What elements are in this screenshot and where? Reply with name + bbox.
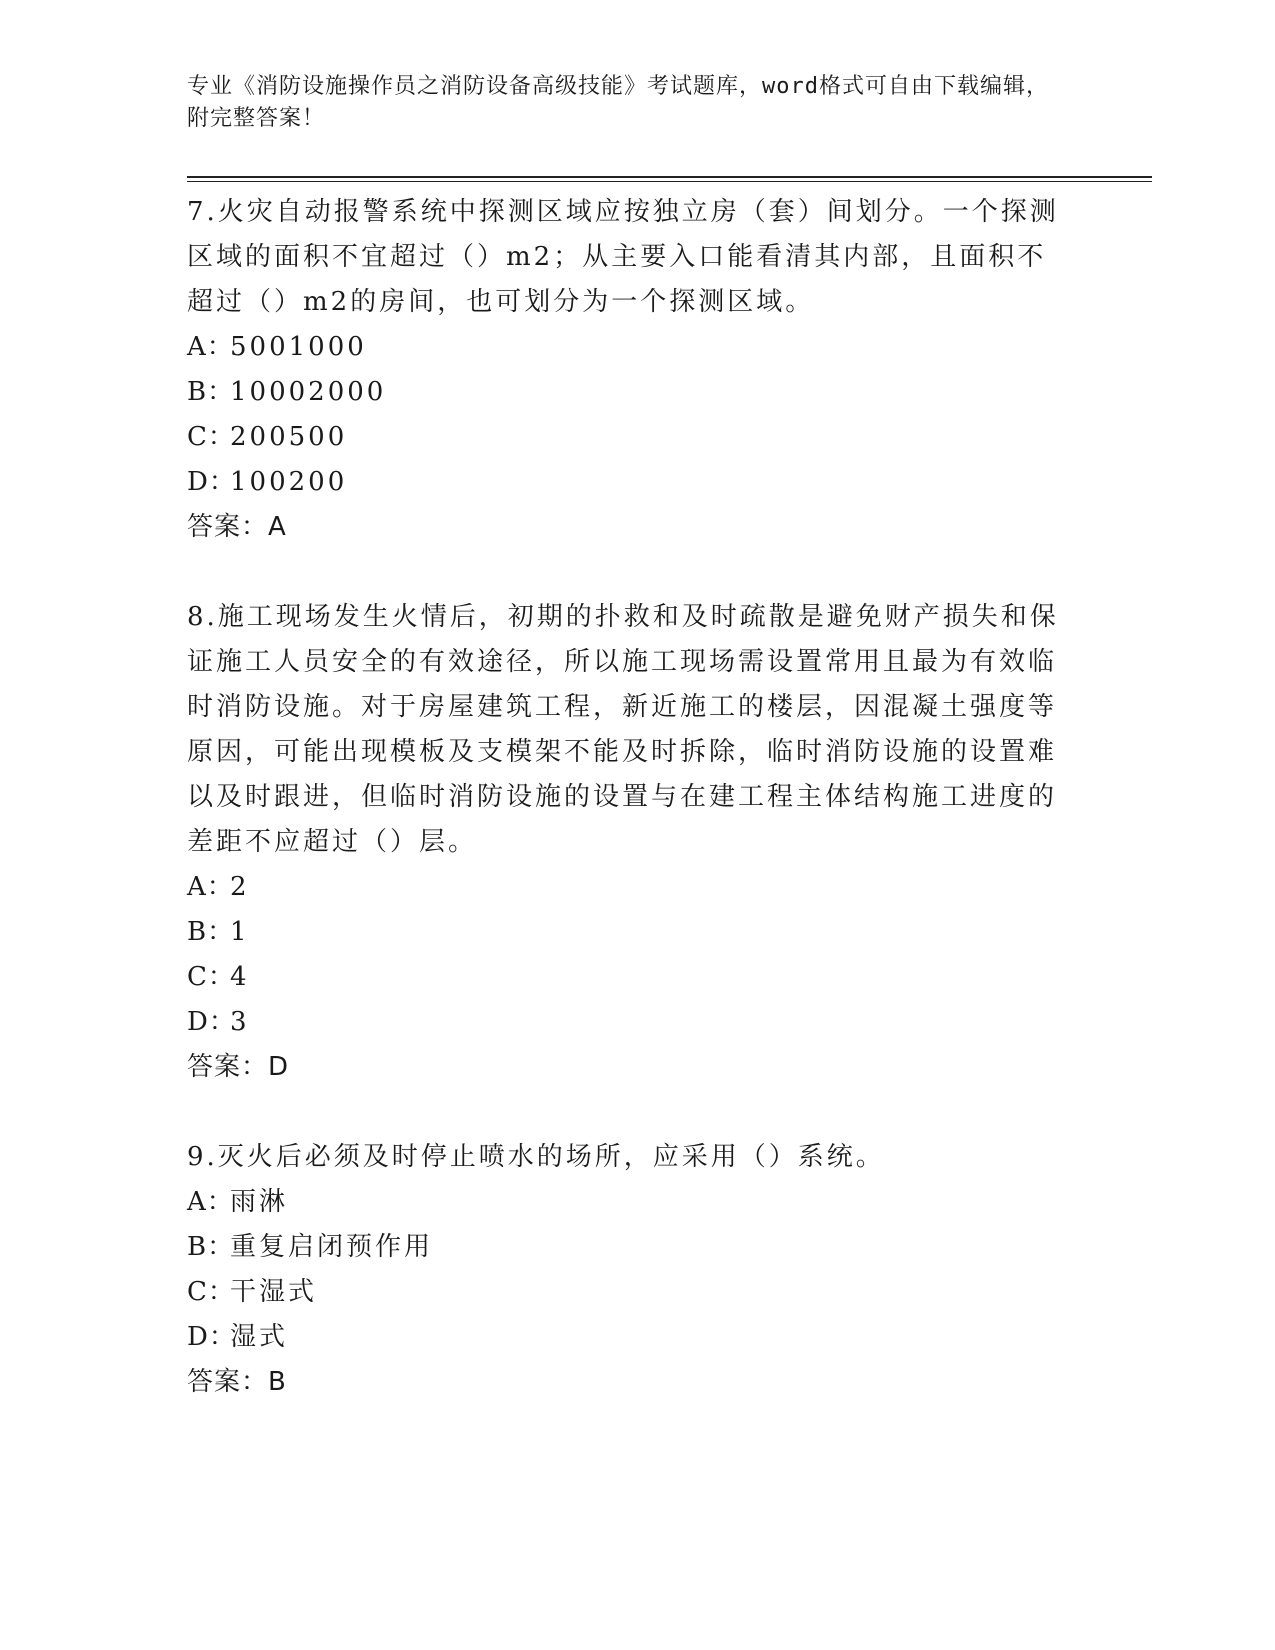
option-c [187,415,1067,460]
option-key: A： [187,872,234,902]
option-value: 雨淋 [230,1187,289,1217]
option-a [187,325,1067,370]
option-value: 3 [230,1007,250,1037]
page-header: 专业《消防设施操作员之消防设备高级技能》考试题库，word格式可自由下载编辑，附完整答案！ [187,74,1049,131]
option-d [187,1315,1067,1360]
question-8 [187,595,1067,1090]
option-a [187,1180,1067,1225]
option-key: D： [187,1322,236,1352]
option-key: B： [187,1232,235,1262]
question-9 [187,1135,1067,1405]
option-value: 100200 [230,467,348,497]
answer-line: 答案：B [187,1367,287,1397]
answer-line: 答案：A [187,512,287,542]
option-value: 10002000 [230,377,387,407]
header-divider-thick [187,176,1152,178]
option-value: 1 [230,917,250,947]
option-key: A： [187,332,234,362]
question-spacer [187,550,1067,595]
option-key: C： [187,1277,235,1307]
option-c [187,1270,1067,1315]
option-key: C： [187,962,235,992]
option-c [187,955,1067,1000]
option-d [187,1000,1067,1045]
option-key: D： [187,467,236,497]
option-value: 200500 [230,422,348,452]
header-divider-thin [187,181,1152,182]
option-b [187,370,1067,415]
option-key: B： [187,377,235,407]
question-text: 9.灭火后必须及时停止喷水的场所，应采用（）系统。 [187,1142,885,1172]
question-7 [187,190,1067,550]
option-a [187,865,1067,910]
question-text: 8.施工现场发生火情后，初期的扑救和及时疏散是避免财产损失和保证施工人员安全的有效途径，所以施工现场需设置常用且最为有效临时消防设施。对于房屋建筑工程，新近施工的楼层，因混凝土强度等原因，可能出现模板及支模架不能及时拆除，临时消防设施的设置难以及时跟进，但临时消防设施的设置与在建工程主体结构施工进度的差距不应超过（）层。 [187,602,1059,857]
question-text: 7.火灾自动报警系统中探测区域应按独立房（套）间划分。一个探测区域的面积不宜超过（）m2；从主要入口能看清其内部，且面积不超过（）m2的房间，也可划分为一个探测区域。 [187,197,1059,317]
option-d [187,460,1067,505]
option-value: 5001000 [230,332,367,362]
option-key: D： [187,1007,236,1037]
option-b [187,910,1067,955]
option-key: C： [187,422,235,452]
option-value: 湿式 [230,1322,289,1352]
answer-line: 答案：D [187,1052,290,1082]
option-key: B： [187,917,235,947]
question-list [187,190,1067,1405]
option-value: 重复启闭预作用 [230,1232,434,1262]
option-b [187,1225,1067,1270]
option-value: 2 [230,872,250,902]
option-value: 干湿式 [230,1277,318,1307]
question-spacer [187,1090,1067,1135]
option-key: A： [187,1187,234,1217]
option-value: 4 [230,962,250,992]
